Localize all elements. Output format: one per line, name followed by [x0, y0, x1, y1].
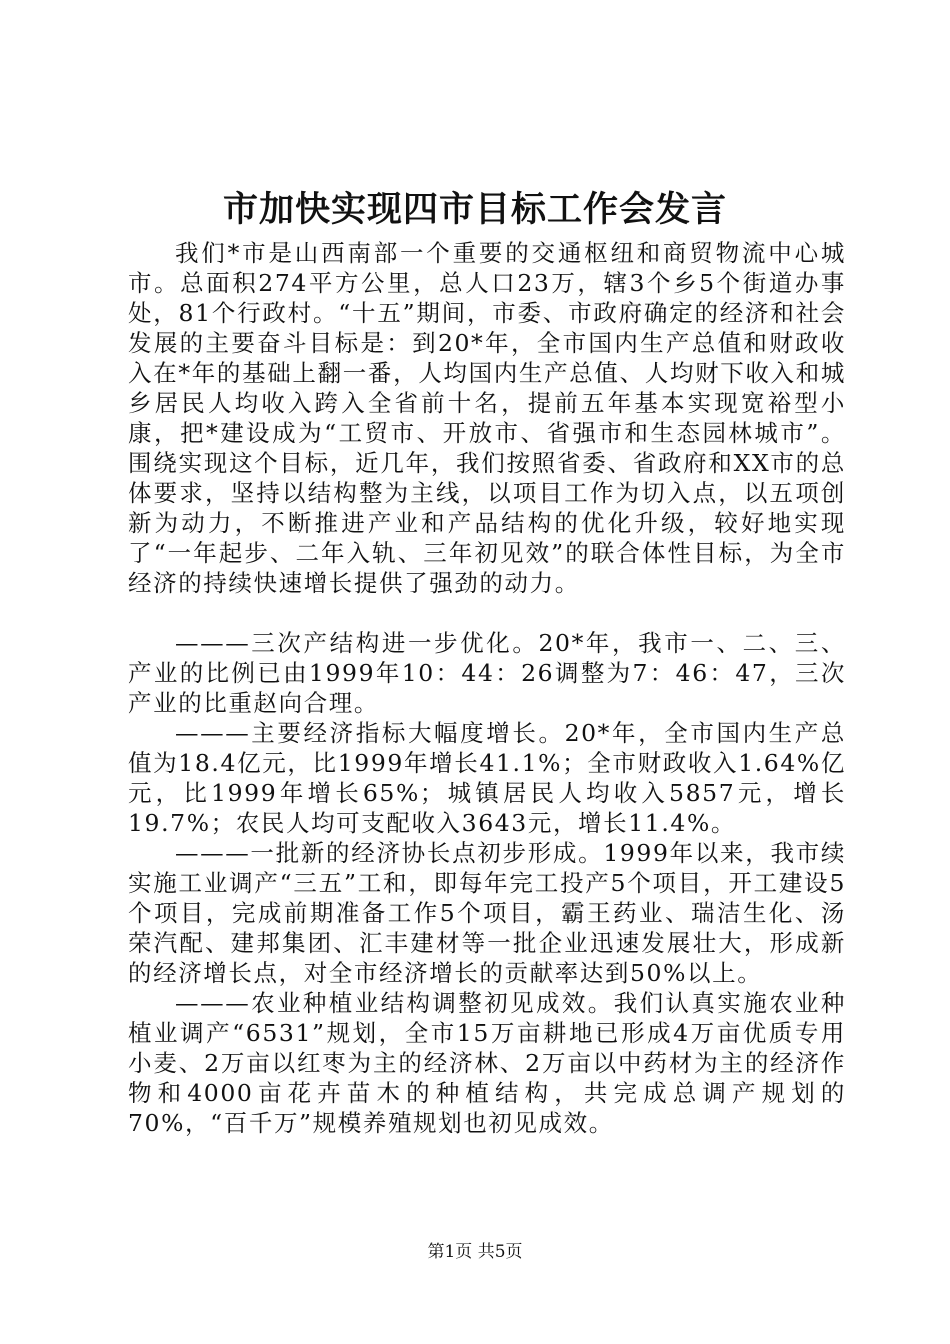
- paragraph-intro: 我们*市是山西南部一个重要的交通枢纽和商贸物流中心城市。总面积274平方公里，总人口23万，辖3个乡5个街道办事处，81个行政村。“十五”期间，市委、市政府确定的经济和社会发展的主要奋斗目标是：到20*年，全市国内生产总值和财政收入在*年的基础上翻一番，人均国内生产总值、人均财下收入和城乡居民人均收入跨入全省前十名，提前五年基本实现宽裕型小康，把*建设成为“工贸市、开放市、省强市和生态园林城市”。围绕实现这个目标，近几年，我们按照省委、省政府和XX市的总体要求，坚持以结构整为主线，以项目工作为切入点，以五项创新为动力，不断推进产业和产品结构的优化升级，较好地实现了“一年起步、二年入轨、三年初见效”的联合体性目标，为全市经济的持续快速增长提供了强劲的动力。: [128, 239, 846, 597]
- document-title: 市加快实现四市目标工作会发言: [222, 189, 727, 230]
- document-body: [128, 238, 846, 1138]
- paragraph-agriculture: ———农业种植业结构调整初见成效。我们认真实施农业种植业调产“6531”规划，全市15万亩耕地已形成4万亩优质专用小麦、2万亩以红枣为主的经济林、2万亩以中药材为主的经济作物和4000亩花卉苗木的种植结构，共完成总调产规划的70%，“百千万”规模养殖规划也初见成效。: [128, 989, 846, 1137]
- paragraph-economic-indicators: ———主要经济指标大幅度增长。20*年，全市国内生产总值为18.4亿元，比1999年增长41.1%；全市财政收入1.64%亿元，比1999年增长65%；城镇居民人均收入5857元，增长19.7%；农民人均可支配收入3643元，增长11.4%。: [128, 719, 846, 837]
- paragraph-growth-points: ———一批新的经济协长点初步形成。1999年以来，我市续实施工业调产“三五”工和，即每年完工投产5个项目，开工建设5个项目，完成前期准备工作5个项目，霸王药业、瑞洁生化、汤荣汽配、建邦集团、汇丰建材等一批企业迅速发展壮大，形成新的经济增长点，对全市经济增长的贡献率达到50%以上。: [128, 839, 846, 987]
- page-number: 第1页 共5页: [427, 1242, 523, 1262]
- paragraph-industry-structure: ———三次产结构进一步优化。20*年，我市一、二、三、产业的比例已由1999年10：44：26调整为7：46：47，三次产业的比重赵向合理。: [128, 629, 846, 717]
